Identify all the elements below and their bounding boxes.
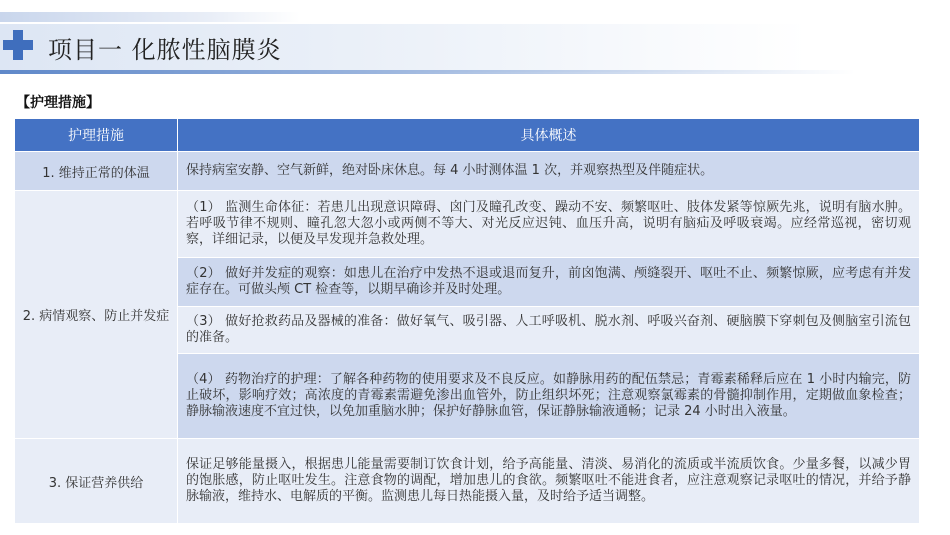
table-row [15, 152, 920, 191]
table-row [15, 191, 920, 258]
header-decor-bottom [0, 70, 950, 74]
detail-cell: 保证足够能量摄入，根据患儿能量需要制订饮食计划，给予高能量、清淡、易消化的流质或半流质饮食。少量多餐，以减少胃的饱胀感，防止呕吐发生。注意食物的调配，增加患儿的食欲。频繁呕吐不能进食者，应注意观察记录呕吐的情况，并给予静脉输液，维持水、电解质的平衡。监测患儿每日热能摄入量，及时给予适当调整。 [178, 439, 920, 524]
header-decor-top [0, 12, 300, 22]
column-header-measure: 护理措施 [15, 119, 178, 152]
measure-cell: 3. 保证营养供给 [15, 439, 178, 524]
table-header-row [15, 119, 920, 152]
detail-cell: 保持病室安静、空气新鲜，绝对卧床休息。每 4 小时测体温 1 次，并观察热型及伴随症状。 [178, 152, 920, 191]
measure-cell: 2. 病情观察、防止并发症 [15, 191, 178, 439]
detail-cell: （2） 做好并发症的观察：如患儿在治疗中发热不退或退而复升，前囟饱满、颅缝裂开、呕吐不止、频繁惊厥，应考虑有并发症存在。可做头颅 CT 检查等，以期早确诊并及时处理。 [178, 258, 920, 307]
measure-cell: 1. 维持正常的体温 [15, 152, 178, 191]
page-title: 项目一 化脓性脑膜炎 [48, 36, 282, 64]
detail-cell: （4） 药物治疗的护理：了解各种药物的使用要求及不良反应。如静脉用药的配伍禁忌；青霉素稀释后应在 1 小时内输完，防止破坏，影响疗效；高浓度的青霉素需避免渗出血管外，防止组织坏死；注意观察氯霉素的骨髓抑制作用，定期做血象检查；静脉输液速度不宜过快，以免加重脑水肿；保护好静脉血管，保证静脉输液通畅；记录 24 小时出入液量。 [178, 354, 920, 439]
nursing-measures-table [14, 118, 920, 524]
section-label: 【护理措施】 [16, 95, 100, 111]
detail-cell: （1） 监测生命体征：若患儿出现意识障碍、囟门及瞳孔改变、躁动不安、频繁呕吐、肢体发紧等惊厥先兆，说明有脑水肿。若呼吸节律不规则、瞳孔忽大忽小或两侧不等大、对光反应迟钝、血压升高，说明有脑疝及呼吸衰竭。应经常巡视，密切观察，详细记录，以便及早发现并急救处理。 [178, 191, 920, 258]
detail-cell: （3） 做好抢救药品及器械的准备：做好氧气、吸引器、人工呼吸机、脱水剂、呼吸兴奋剂、硬脑膜下穿刺包及侧脑室引流包的准备。 [178, 307, 920, 354]
medical-cross-icon [3, 30, 33, 60]
column-header-details: 具体概述 [178, 119, 920, 152]
table-row [15, 439, 920, 524]
